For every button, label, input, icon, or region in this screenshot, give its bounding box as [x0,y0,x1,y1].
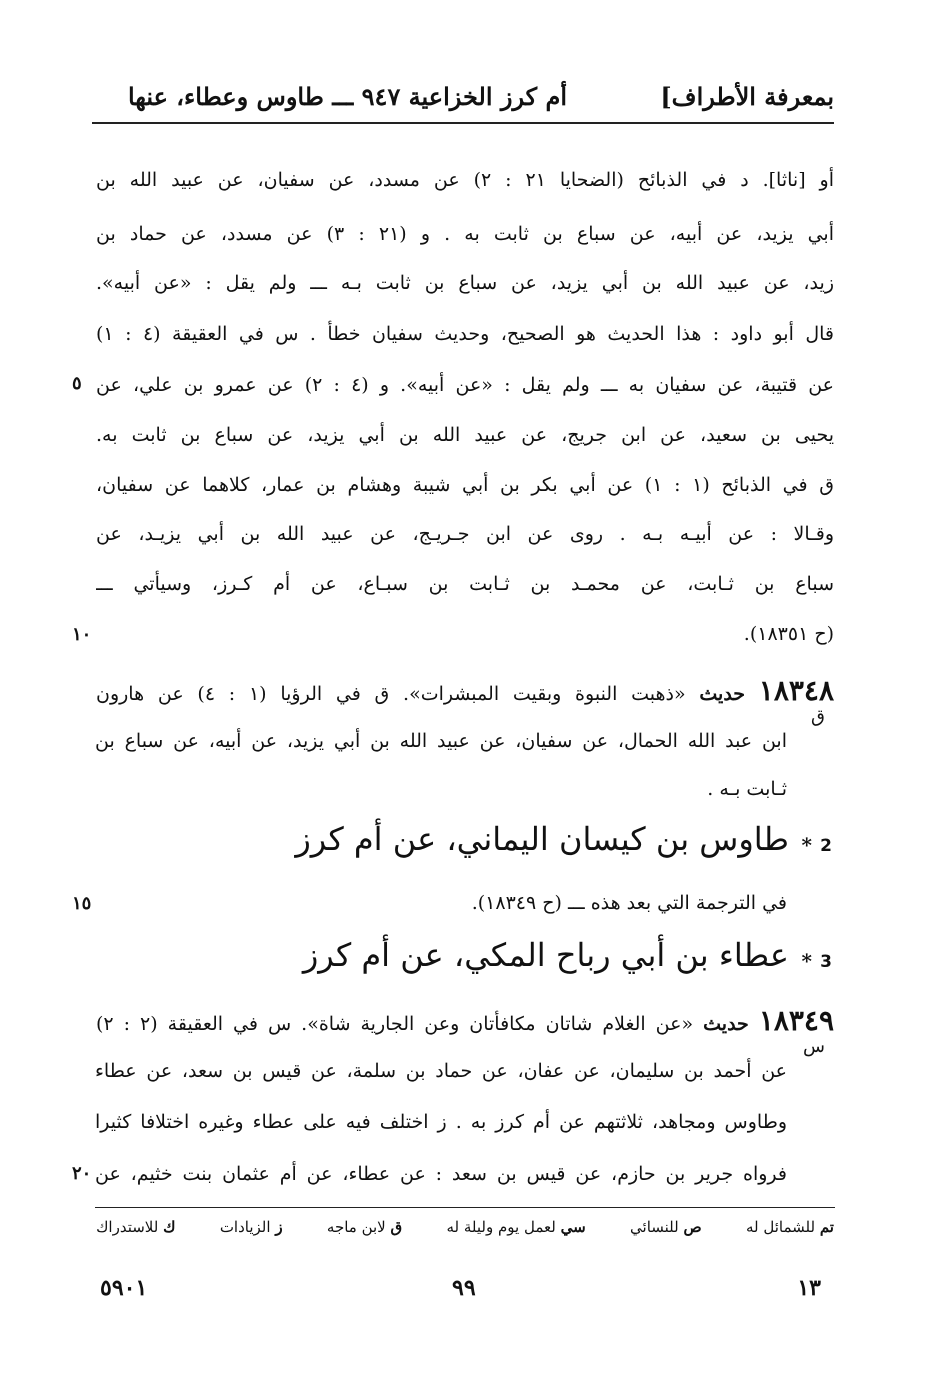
text-line: (ح ١٨٣٥١). [743,623,834,645]
line-number-15: ١٥ [72,893,92,914]
text-line: أو [ناثا]. د في الذبائح (الضحايا ٢١ : ٢) عن مسدد، عن سفيان، عن عبيد الله بن [96,169,834,191]
hadith-line [96,674,834,708]
chapter-number: 2 [820,836,832,856]
text-line: عن قتيبة، عن سفيان به ـــ ولم يقل : «عن أبيه». و (٤ : ٢) عن عمرو بن علي، عن [96,374,834,396]
text-line: عن أحمد بن سليمان، عن عفان، عن حماد بن سلمة، عن قيس بن سعد، عن عطاء [95,1060,787,1082]
text-line: وطاوس ومجاهد، ثلاثتهم عن أم كرز به . ز اختلف فيه على عطاء وغيره اختلافا كثيرا [95,1111,787,1133]
hadith-word: حديث [703,1013,749,1035]
text-line: يحيى بن سعيد، عن ابن جريج، عن عبيد الله بن أبي يزيد، عن سباع بن ثابت به. [96,424,834,446]
legend-item: تم للشمائل له [745,1218,834,1236]
running-header-right: بمعرفة الأطراف] [660,82,834,111]
entry-range: ٥٩٠١ [100,1275,148,1301]
hadith-number: ١٨٣٤٩ [758,1004,834,1037]
volume-number: ١٣ [797,1275,821,1301]
star-mark: * [801,833,812,857]
hadith-number: ١٨٣٤٨ [758,674,834,707]
source-siglum: س [803,1036,825,1057]
legend-item: ز الزيادات [219,1218,283,1236]
hadith-word: حديث [699,683,746,705]
text-line: ق في الذبائح (١ : ١) عن أبي بكر بن أبي شيبة وهشام بن عمار، كلاهما عن سفيان، [96,474,834,496]
text-line: زيد، عن عبيد الله بن أبي يزيد، عن سباع بن ثابت بـه ـــ ولم يقل : «عن أبيه». [96,272,834,294]
line-number-5: ٥ [72,373,82,394]
star-mark: * [801,949,812,973]
chapter-number: 3 [820,952,832,972]
source-siglum: ق [811,706,825,727]
legend-item: سي لعمل يوم وليلة له [446,1218,586,1236]
text-line: فرواه جرير بن حازم، عن قيس بن سعد : عن عطاء، عن أم عثمان بنت خثيم، عن [95,1163,787,1185]
text-line: قال أبو داود : هذا الحديث هو الصحيح، وحديث سفيان خطأ . س في العقيقة (٤ : ١) [96,323,834,345]
text-line: وقـالا : عن أبيـه بـه . روى عن ابن جـريـج، عن عبيد الله بن أبي يزيـد، عن [96,523,834,545]
running-header-title: أم كرز الخزاعية ٩٤٧ ـــ طاوس وعطاء، عنها [127,82,567,111]
hadith-text: «ذهبت النبوة وبقيت المبشرات». ق في الرؤيا (١ : ٤) عن هارون [96,683,686,705]
chapter-title: عطاء بن أبي رباح المكي، عن أم كرز [302,936,789,974]
page-number: ٩٩ [452,1275,476,1301]
footnote-rule [95,1207,835,1208]
line-number-10: ١٠ [72,624,92,645]
hadith-line [96,1004,834,1038]
hadith-text: «عن الغلام شاتان مكافأتان وعن الجارية شاة». س في العقيقة (٢ : ٢) [96,1013,694,1035]
legend-item: ق لابن ماجه [326,1218,403,1236]
legend-item: ك للاستدراك [96,1218,176,1236]
chapter-title: طاوس بن كيسان اليماني، عن أم كرز [295,820,789,858]
text-line: سباع بن ثـابت، عن محمـد بن ثـابت بن سبـاع، عن أم كـرز، وسيأتي ـــ [96,573,834,595]
legend-item: ص للنسائي [630,1218,702,1236]
line-number-20: ٢٠ [72,1163,92,1184]
text-line: أبي يزيد، عن أبيه، عن سباع بن ثابت به . و (٢١ : ٣) عن مسدد، عن حماد بن [96,223,834,245]
text-line: ثـابت بـه . [707,778,787,800]
header-rule [92,122,834,124]
text-line: في الترجمة التي بعد هذه ـــ (ح ١٨٣٤٩). [471,892,787,914]
siglum-legend [96,1218,834,1236]
text-line: ابن عبد الله الحمال، عن سفيان، عن عبيد الله بن أبي يزيد، عن أبيه، عن سباع بن [95,730,787,752]
